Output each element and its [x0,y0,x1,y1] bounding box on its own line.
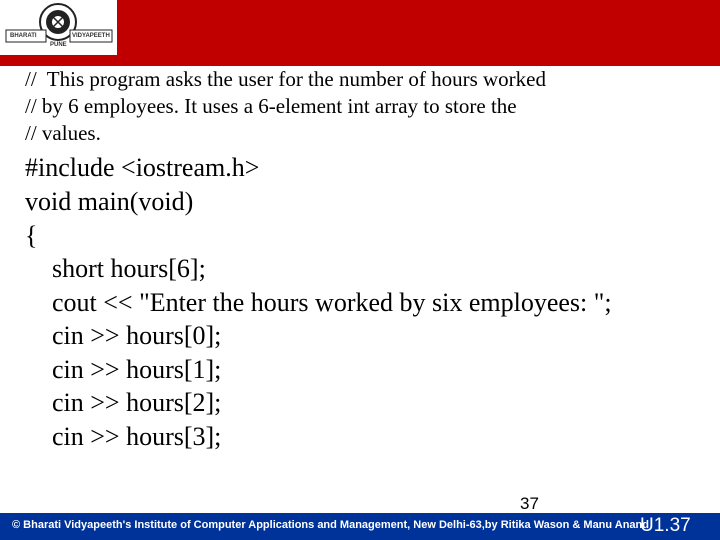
comment-line-1: // This program asks the user for the number of hours worked [25,67,547,91]
logo-left-text: BHARATI [10,33,37,39]
comment-line-2: // by 6 employees. It uses a 6-element int array to store the [25,94,517,118]
code-line-cin-0: cin >> hours[0]; [52,321,222,350]
page-number: 37 [520,494,539,513]
code-line-cin-3: cin >> hours[3]; [52,422,222,451]
comment-line-3: // values. [25,121,101,145]
code-line-cin-1: cin >> hours[1]; [52,355,222,384]
code-line-declare: short hours[6]; [52,254,206,283]
logo-bottom-text: PUNE [50,42,67,48]
code-line-main: void main(void) [25,187,194,216]
code-line-include: #include <iostream.h> [25,153,260,182]
footer-copyright: © Bharati Vidyapeeth's Institute of Computer Applications and Management, New Delhi-63,by Ritika Wason & Manu Anand [12,519,649,531]
slide-code: U1.37 [640,515,691,536]
code-line-cin-2: cin >> hours[2]; [52,388,222,417]
logo-right-text: VIDYAPEETH [72,33,110,39]
institute-logo [0,0,117,55]
code-line-open-brace: { [25,221,38,250]
code-line-cout: cout << "Enter the hours worked by six employees: "; [52,288,612,317]
